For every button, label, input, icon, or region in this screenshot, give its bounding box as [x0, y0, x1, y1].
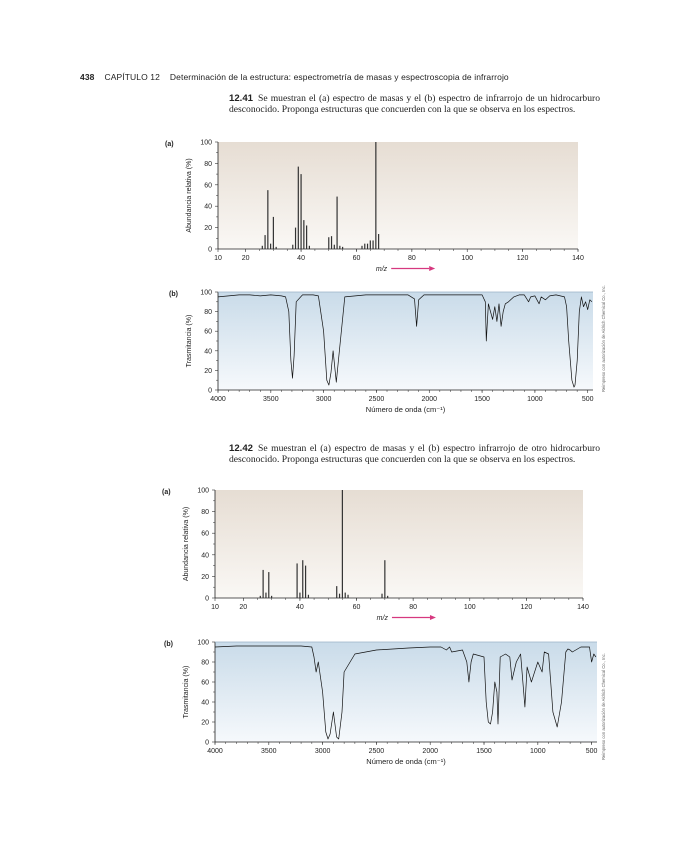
- bar: [375, 142, 376, 249]
- bar: [270, 244, 271, 249]
- x-tick-label: 2000: [422, 748, 439, 755]
- bar: [263, 570, 264, 598]
- y-tick-label: 60: [201, 679, 209, 687]
- x-tick-label: 120: [516, 255, 529, 262]
- panel-label: (b): [164, 641, 173, 648]
- x-axis-label: m/z: [376, 615, 388, 622]
- bar: [381, 594, 382, 598]
- x-tick-label: 20: [241, 255, 250, 262]
- y-tick-label: 20: [204, 367, 212, 375]
- x-tick-label: 2500: [368, 748, 385, 755]
- x-tick-label: 80: [407, 255, 416, 262]
- x-axis-label: Número de onda (cm⁻¹): [366, 757, 446, 766]
- bar: [387, 596, 388, 598]
- panel-label: (a): [165, 141, 174, 148]
- x-tick-label: 10: [214, 255, 222, 262]
- y-tick-label: 0: [208, 387, 212, 395]
- problem-number: 12.41: [229, 93, 254, 104]
- bar: [262, 246, 263, 249]
- y-tick-label: 40: [201, 699, 209, 707]
- plot-area: [215, 490, 583, 598]
- x-tick-label: 1000: [527, 396, 543, 403]
- y-tick-label: 80: [204, 160, 212, 168]
- x-tick-label: 3000: [315, 396, 332, 403]
- bar: [302, 560, 303, 598]
- y-tick-label: 0: [208, 246, 212, 254]
- plot-area: [218, 142, 578, 249]
- bar: [347, 595, 348, 598]
- x-tick-label: 4000: [207, 748, 223, 755]
- x-tick-label: 1500: [476, 748, 492, 755]
- chapter-label: CAPÍTULO 12: [104, 72, 160, 82]
- y-tick-label: 20: [201, 573, 209, 581]
- y-axis-label: Trasmitancia (%): [183, 665, 190, 719]
- bar: [299, 593, 300, 598]
- x-axis-label: m/z: [375, 266, 388, 273]
- problem-text: Se muestran el (a) espectro de masas y el (b) espectro infrarrojo de otro hidrocarburo desconocido. Proponga estructuras que concuerden con la que se observa en los espectros.: [229, 443, 600, 465]
- page-number: 438: [80, 72, 95, 82]
- x-tick-label: 1000: [530, 748, 546, 755]
- bar: [295, 228, 296, 249]
- bar: [367, 244, 368, 249]
- x-tick-label: 40: [296, 604, 304, 611]
- y-tick-label: 100: [197, 487, 209, 495]
- y-tick-label: 80: [204, 309, 212, 317]
- bar: [296, 563, 297, 598]
- x-tick-label: 60: [352, 604, 361, 611]
- bar: [260, 596, 261, 598]
- x-tick-label: 2500: [368, 396, 385, 403]
- bar: [339, 594, 340, 598]
- x-tick-label: 20: [239, 604, 248, 611]
- x-tick-label: 140: [572, 255, 584, 262]
- bar: [276, 247, 277, 249]
- bar: [267, 190, 268, 249]
- bar: [331, 236, 332, 249]
- bar: [271, 596, 272, 598]
- y-tick-label: 20: [204, 225, 212, 233]
- x-tick-label: 4000: [210, 396, 226, 403]
- x-tick-label: 3500: [261, 748, 277, 755]
- credit-note-2: Reimpreso con autorización de Aldrich Chemical Co., Inc.: [601, 653, 606, 760]
- x-tick-label: 120: [520, 604, 533, 611]
- x-axis-arrow-head: [430, 615, 436, 620]
- y-tick-label: 100: [197, 639, 209, 647]
- credit-note-1: Reimpreso con autorización de Aldrich Chemical Co., Inc.: [601, 285, 606, 392]
- bar: [309, 246, 310, 249]
- bar: [339, 246, 340, 249]
- bar: [292, 245, 293, 249]
- y-tick-label: 100: [200, 139, 212, 147]
- problem-number: 12.42: [229, 443, 254, 454]
- problem-text: Se muestran el (a) espectro de masas y el (b) espectro de infrarrojo de un hidrocarburo desconocido. Proponga estructuras que concuerden con la que se observa en los espectros.: [229, 93, 600, 115]
- panel-label: (b): [169, 291, 178, 298]
- bar: [268, 572, 269, 598]
- plot-area: [215, 642, 597, 742]
- bar: [334, 245, 335, 249]
- x-tick-label: 40: [297, 255, 305, 262]
- y-axis-label: Trasmitancia (%): [186, 314, 193, 368]
- bar: [298, 167, 299, 249]
- y-tick-label: 20: [201, 719, 209, 727]
- bar: [361, 246, 362, 249]
- x-tick-label: 500: [585, 748, 598, 755]
- bar: [264, 235, 265, 249]
- y-axis-label: Abundancia relativa (%): [183, 506, 190, 582]
- bar: [265, 593, 266, 598]
- panel-label: (a): [162, 489, 171, 496]
- x-tick-label: 1500: [474, 396, 490, 403]
- x-axis-arrow-head: [429, 266, 435, 271]
- x-tick-label: 140: [577, 604, 589, 611]
- y-tick-label: 0: [205, 595, 209, 603]
- bar: [364, 244, 365, 249]
- bar: [378, 234, 379, 249]
- bar: [300, 174, 301, 249]
- y-tick-label: 0: [205, 739, 209, 747]
- y-tick-label: 40: [204, 203, 212, 211]
- x-tick-label: 100: [463, 604, 476, 611]
- bar: [370, 240, 371, 249]
- bar: [345, 593, 346, 598]
- y-tick-label: 60: [204, 328, 212, 336]
- bar: [336, 197, 337, 249]
- x-tick-label: 80: [409, 604, 418, 611]
- chapter-title: Determinación de la estructura: espectrometría de masas y espectroscopia de infrarrojo: [169, 72, 509, 82]
- y-tick-label: 80: [201, 659, 209, 667]
- plot-area: [218, 292, 593, 390]
- x-tick-label: 2000: [421, 396, 438, 403]
- x-tick-label: 100: [461, 255, 474, 262]
- bar: [328, 237, 329, 249]
- y-tick-label: 80: [201, 509, 209, 517]
- bar: [336, 586, 337, 598]
- y-axis-label: Abundancia relativa (%): [186, 158, 193, 233]
- y-tick-label: 60: [201, 530, 209, 538]
- bar: [372, 240, 373, 249]
- y-tick-label: 40: [204, 348, 212, 356]
- bar: [342, 247, 343, 249]
- y-tick-label: 40: [201, 552, 209, 560]
- x-axis-label: Número de onda (cm⁻¹): [365, 405, 446, 414]
- bar: [305, 566, 306, 598]
- bar: [273, 217, 274, 249]
- x-tick-label: 3000: [314, 748, 331, 755]
- bar: [303, 220, 304, 249]
- bar: [342, 490, 343, 598]
- x-tick-label: 10: [211, 604, 219, 611]
- y-tick-label: 100: [200, 289, 212, 297]
- x-tick-label: 3500: [263, 396, 279, 403]
- x-tick-label: 500: [581, 396, 594, 403]
- y-tick-label: 60: [204, 182, 212, 190]
- x-tick-label: 60: [352, 255, 361, 262]
- bar: [384, 560, 385, 598]
- bar: [306, 225, 307, 249]
- bar: [308, 595, 309, 598]
